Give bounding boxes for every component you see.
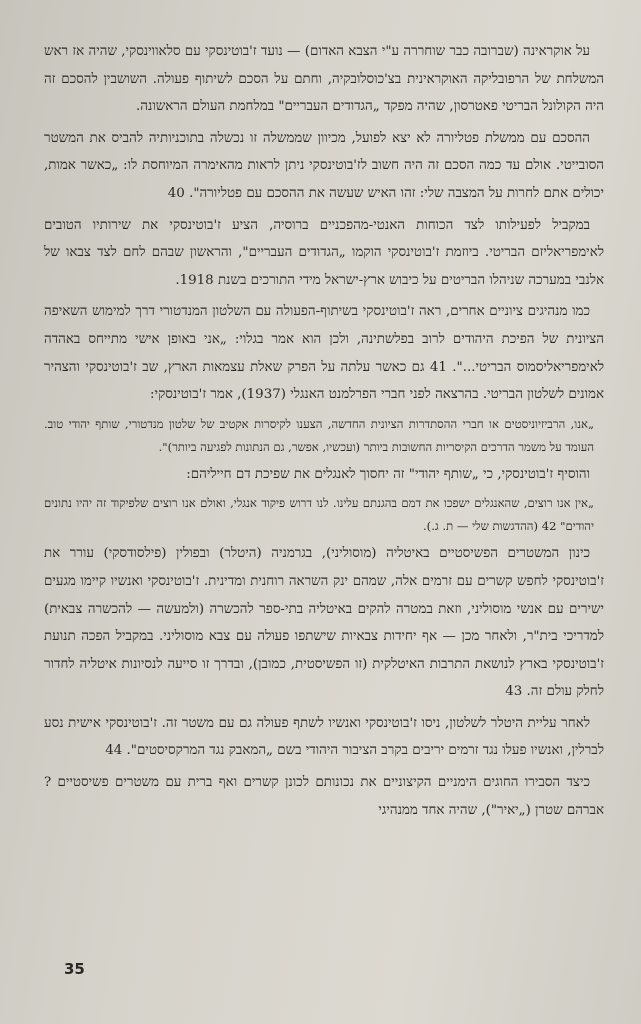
block-quote: „אין אנו רוצים, שהאנגלים ישפכו את דמם בהגנתם עלינו. לנו דרוש פיקוד אנגלי, ואולם אנו רוצים שלפיקוד זה יהיו נתונים יהודים" 42 (ההדגשות שלי — ת. ג.).	[44, 496, 594, 534]
page-number: 35	[64, 960, 85, 978]
paragraph: במקביל לפעילותו לצד הכוחות האנטי-מהפכניים ברוסיה, הציע ז'בוטינסקי את שירותיו הטובים לאימפריאליזם הבריטי. ביוזמת ז'בוטינסקי הוקמו „הגדודים העבריים", והראשון שבהם לחם לצד צבאו של אלנבי במערכה שניהלו הבריטים על כיבוש ארץ-ישראל מידי התורכים בשנת 1918.	[44, 217, 604, 288]
body-text	[44, 38, 604, 828]
paragraph: והוסיף ז'בוטינסקי, כי „שותף יהודי" זה יחסוך לאנגלים את שפיכת דם חייליהם:	[186, 466, 590, 482]
block-quote: „אנו, הרביזיוניסטים או חברי ההסתדרות הציונית החדשה, הצענו לקיסרות אקטיב של שלטון מנדטורי, שותף יהודי טוב. העומד על משמר הדרכים הקיסריות החשובות ביותר (ועכשיו, אפשר, גם הנתונות לפגיעה ביותר)".	[44, 416, 594, 454]
paragraph: כמו מנהיגים ציוניים אחרים, ראה ז'בוטינסקי בשיתוף-הפעולה עם השלטון המנדטורי דרך למימוש השאיפה הציונית של הפיכת היהודים לרוב בפלשתינה, ולכן הוא אמר בגלוי: „אני באופן אישי מתייחס באהדה לאימפריאליסמוס הבריטי...". 41 גם כאשר עלתה על הפרק שאלת עצמאות הארץ, שב ז'בוטינסקי והצהיר אמונים לשלטון הבריטי. בהרצאה לפני חברי הפרלמנט האנגלי (1937), אמר ז'בוטינסקי:	[44, 304, 604, 403]
paragraph: על אוקראינה (שברובה כבר שוחררה ע"י הצבא האדום) — נועד ז'בוטינסקי עם סלאווינסקי, שהיה אז ראש המשלחת של הרפובליקה האוקראינית בצ'כוסלובקיה, וחתם על הסכם לשיתוף פעולה. השושבין להסכם זה היה הקולונל הבריטי פאטרסון, שהיה מפקד „הגדודים העבריים" במלחמת העולם הראשונה.	[44, 44, 604, 115]
paragraph: כיצד הסבירו החוגים הימניים הקיצוניים את נכונותם לכונן קשרים ואף ברית עם משטרים פשיסטיים ? אברהם שטרן („יאיר"), שהיה אחד ממנהיגי	[44, 775, 604, 818]
paragraph: ההסכם עם ממשלת פטליורה לא יצא לפועל, מכיוון שממשלה זו נכשלה בתוכניותיה להביס את המשטר הסובייטי. אולם עד כמה הסכם זה היה חשוב לז'בוטינסקי ניתן לראות מהאימרה המיוחסת לו: „כאשר אמות, יכולים אתם לחרות על המצבה שלי: זהו האיש שעשה את ההסכם עם פטליורה". 40	[44, 130, 604, 201]
paragraph: כינון המשטרים הפשיסטיים באיטליה (מוסוליני), בגרמניה (היטלר) ובפולין (פילסודסקי) עורר את ז'בוטינסקי לחפש קשרים עם זרמים אלה, שמהם ינק השראה רוחנית ומדינית. ז'בוטינסקי ואנשיו קיימו מגעים ישירים עם אנשי מוסוליני, וזאת במטרה להקים באיטליה בתי-ספר להכשרה (ולמעשה — להכשרה צבאית) למדריכי בית"ר, ולאחר מכן — אף יחידות צבאיות שישתפו פעולה עם צבא מוסוליני. במקביל הפכה תנועת ז'בוטינסקי בארץ לנושאת התרבות האיטלקית (זו הפשיסטית, כמובן), ובדרך זו סייעה לנסיונות איטליה לחדור לחלק עולם זה. 43	[44, 546, 604, 700]
paragraph: לאחר עליית היטלר לשלטון, ניסו ז'בוטינסקי ואנשיו לשתף פעולה גם עם משטר זה. ז'בוטינסקי אישית נסע לברלין, ואנשיו פעלו נגד זרמים יריבים בקרב הציבור היהודי בשם „המאבק נגד המרקסיסטים". 44	[44, 715, 604, 759]
